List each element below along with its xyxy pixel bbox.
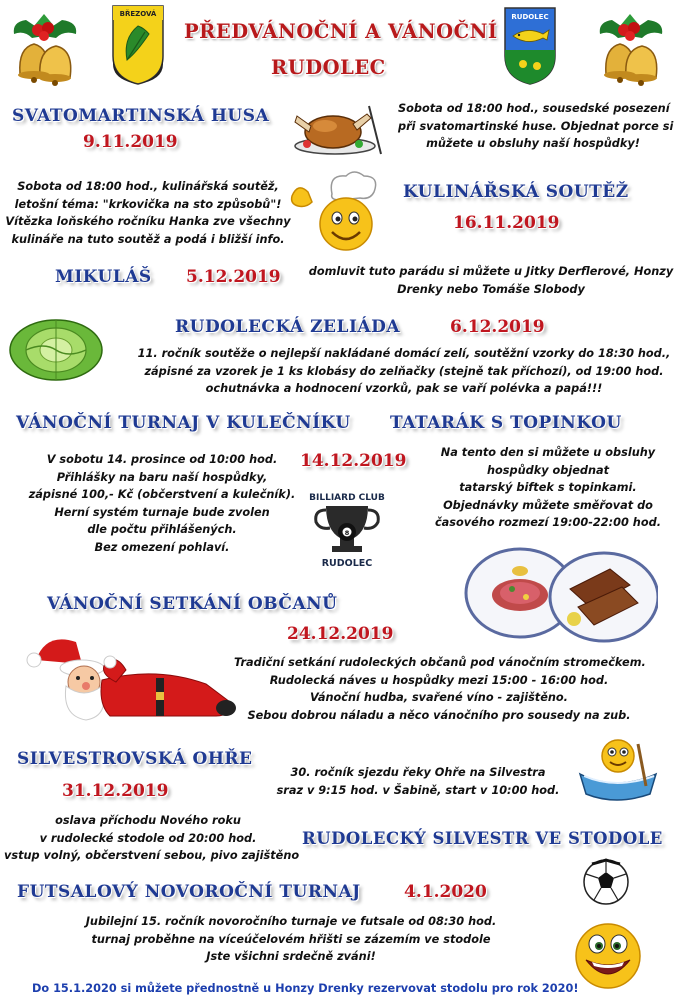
event-title-setkani: VÁNOČNÍ SETKÁNÍ OBČANŮ bbox=[47, 594, 338, 614]
event-date-kulinarska: 16.11.2019 bbox=[453, 213, 560, 233]
event-title-futsal: FUTSALOVÝ NOVOROČNÍ TURNAJ bbox=[17, 882, 361, 902]
roast-goose-icon bbox=[285, 96, 385, 158]
santa-claus-icon bbox=[6, 620, 238, 724]
event-title-zeliada: RUDOLECKÁ ZELIÁDA bbox=[175, 317, 401, 337]
event-title-kulecnik: VÁNOČNÍ TURNAJ V KULEČNÍKU bbox=[16, 413, 351, 433]
soccer-ball-icon bbox=[582, 858, 630, 906]
event-text-setkani: Tradiční setkání rudoleckých občanů pod vánočním stromečkem. Rudolecká náves u hospůdky mezi 15:00 - 16:00 hod. Vánoční hudba, svařené víno - zajištěno. Sebou dobrou náladu a něco vánočního pro sousedy na zub. bbox=[234, 656, 646, 722]
event-title-mikulas: MIKULÁŠ bbox=[55, 267, 152, 287]
event-title-kulinarska: KULINÁŘSKÁ SOUTĚŽ bbox=[403, 182, 629, 202]
event-text-husa: Sobota od 18:00 hod., sousedské posezení při svatomartinské huse. Objednat porce si můžete u obsluhy naší hospůdky! bbox=[398, 102, 674, 151]
event-title-tatarak: TATARÁK S TOPINKOU bbox=[390, 413, 622, 433]
billiard-logo-top-text: BILLIARD CLUB bbox=[309, 493, 385, 503]
event-text-silvestr: oslava příchodu Nového roku v rudolecké stodole od 20:00 hod. vstup volný, občerstvení sebou, pivo zajištěno bbox=[4, 814, 300, 863]
footer-note: Do 15.1.2020 si můžete přednostně u Honzy Drenky rezervovat stodolu pro rok 2020! bbox=[32, 982, 579, 995]
rudolec-logo-text: RUDOLEC bbox=[511, 13, 549, 21]
happy-smiley-icon bbox=[572, 922, 644, 990]
event-text-ohre: 30. ročník sjezdu řeky Ohře na Silvestra sraz v 9:15 hod. v Šabině, start v 10:00 hod. bbox=[276, 766, 560, 797]
event-date-kulecnik: 14.12.2019 bbox=[300, 451, 407, 471]
brezova-logo-text: BŘEZOVÁ bbox=[119, 10, 157, 18]
billiard-logo-bottom-text: RUDOLEC bbox=[321, 558, 373, 569]
event-date-futsal: 4.1.2020 bbox=[404, 882, 487, 902]
event-text-zeliada: 11. ročník soutěže o nejlepší nakládané domácí zelí, soutěžní vzorky do 18:30 hod., zápisné za vzorek je 1 ks klobásy do zelňačky (stejně tak příchozí), od 19:00 hod. ochutnávka a hodnocení vzorků, pak se vaří polévka a papá!!! bbox=[137, 347, 671, 396]
christmas-bells-icon bbox=[4, 4, 88, 86]
brezova-coat-of-arms bbox=[111, 4, 165, 86]
tartare-plate-photo bbox=[462, 531, 658, 643]
event-date-husa: 9.11.2019 bbox=[83, 132, 178, 152]
event-text-kulinarska: Sobota od 18:00 hod., kulinářská soutěž, letošní téma: "krkovička na sto způsobů"! Vítězka loňského ročníku Hanka zve všechny kulináře na tuto soutěž a podá i bližší info. bbox=[5, 180, 291, 246]
event-title-ohre: SILVESTROVSKÁ OHŘE bbox=[17, 749, 253, 769]
event-date-ohre: 31.12.2019 bbox=[62, 781, 169, 801]
billiard-club-logo bbox=[304, 486, 390, 572]
event-text-kulecnik: V sobotu 14. prosince od 10:00 hod. Přihlášky na baru naší hospůdky, zápisné 100,- Kč (občerstvení a kulečník). Herní systém turnaje bude zvolen dle počtu přihlášených. Bez omezení pohlaví. bbox=[28, 453, 296, 554]
page-title-line1: PŘEDVÁNOČNÍ A VÁNOČNÍ bbox=[184, 20, 498, 43]
billiard-ball-number: 8 bbox=[344, 529, 350, 537]
event-text-tatarak: Na tento den si můžete u obsluhy hospůdky objednat tatarský biftek s topinkami. Objednávky můžete směřovat do časového rozmezí 19:00-22:00 hod. bbox=[434, 446, 661, 530]
chef-smiley-icon bbox=[284, 168, 384, 256]
event-text-futsal: Jubilejní 15. ročník novoročního turnaje ve futsale od 08:30 hod. turnaj proběhne na víceúčelovém hřišti se zázemím ve stodole Jste všichni srdečně zváni! bbox=[85, 915, 497, 964]
event-date-setkani: 24.12.2019 bbox=[287, 624, 394, 644]
event-title-husa: SVATOMARTINSKÁ HUSA bbox=[12, 106, 270, 126]
event-title-silvestr: RUDOLECKÝ SILVESTR VE STODOLE bbox=[302, 829, 663, 848]
cabbage-icon bbox=[4, 312, 106, 382]
canoe-smiley-icon bbox=[576, 734, 660, 804]
rudolec-coat-of-arms bbox=[503, 6, 557, 86]
event-text-mikulas: domluvit tuto parádu si můžete u Jitky Derflerové, Honzy Drenky nebo Tomáše Slobody bbox=[308, 265, 674, 296]
page-title-line2: RUDOLEC bbox=[271, 56, 386, 79]
event-date-mikulas: 5.12.2019 bbox=[186, 267, 281, 287]
christmas-bells-icon bbox=[590, 4, 674, 86]
event-date-zeliada: 6.12.2019 bbox=[450, 317, 545, 337]
